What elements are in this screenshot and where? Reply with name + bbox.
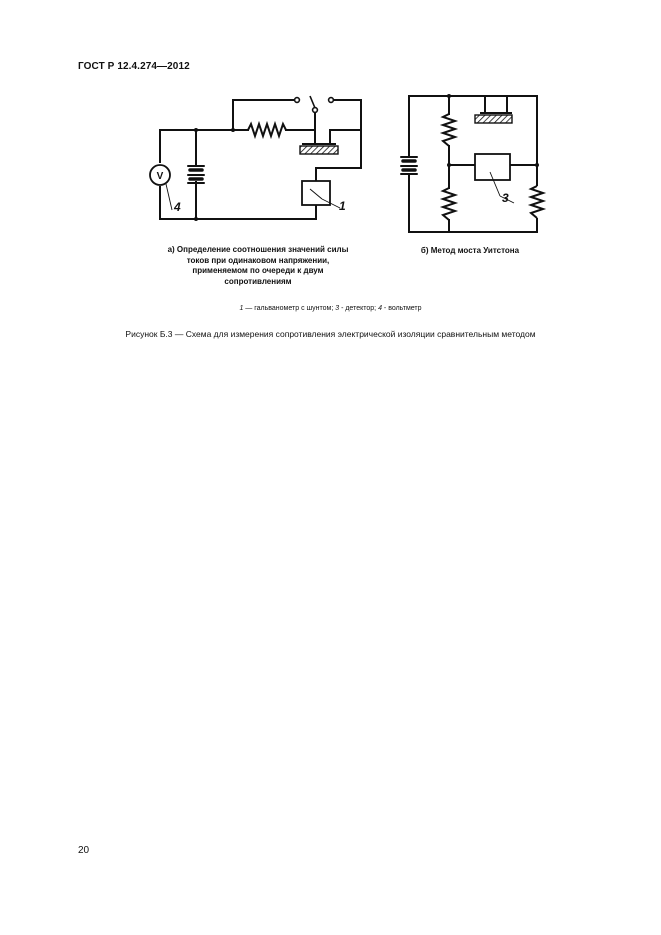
specimen-b xyxy=(475,113,512,123)
circuit-b xyxy=(409,96,537,232)
voltmeter-symbol: V xyxy=(156,171,164,182)
battery-b xyxy=(401,157,417,174)
galvanometer-label: 1 xyxy=(339,199,346,213)
switch xyxy=(295,96,334,112)
detector-label: 3 xyxy=(502,191,509,205)
legend-num-1: 1 xyxy=(239,305,244,312)
caption-diagram-b: б) Метод моста Уитстона xyxy=(420,246,520,255)
legend-text-4: - вольтметр xyxy=(381,305,422,312)
battery-a xyxy=(188,166,204,183)
resistor-a xyxy=(248,124,286,136)
resistor-b-bottom-left xyxy=(443,188,455,220)
document-header: ГОСТ Р 12.4.274—2012 xyxy=(78,61,190,72)
page-number: 20 xyxy=(78,845,90,856)
legend-text-1: — гальванометр с шунтом; xyxy=(243,305,336,312)
resistor-b-top-left xyxy=(443,114,455,146)
figure-caption: Рисунок Б.3 — Схема для измерения сопротивления электрической изоляции сравнительным методом xyxy=(125,329,536,339)
galvanometer-box xyxy=(302,181,340,208)
legend-text-3: - детектор; xyxy=(339,305,379,312)
legend-num-3: 3 xyxy=(335,305,340,312)
caption-diagram-a: а) Определение соотношения значений силы токов при одинаковом напряжении, применяемом по очереди к двум сопротивлениям xyxy=(167,245,349,286)
legend xyxy=(0,305,661,312)
specimen-a xyxy=(300,144,338,154)
voltmeter-label: 4 xyxy=(174,200,181,214)
legend-num-4: 4 xyxy=(378,305,382,312)
